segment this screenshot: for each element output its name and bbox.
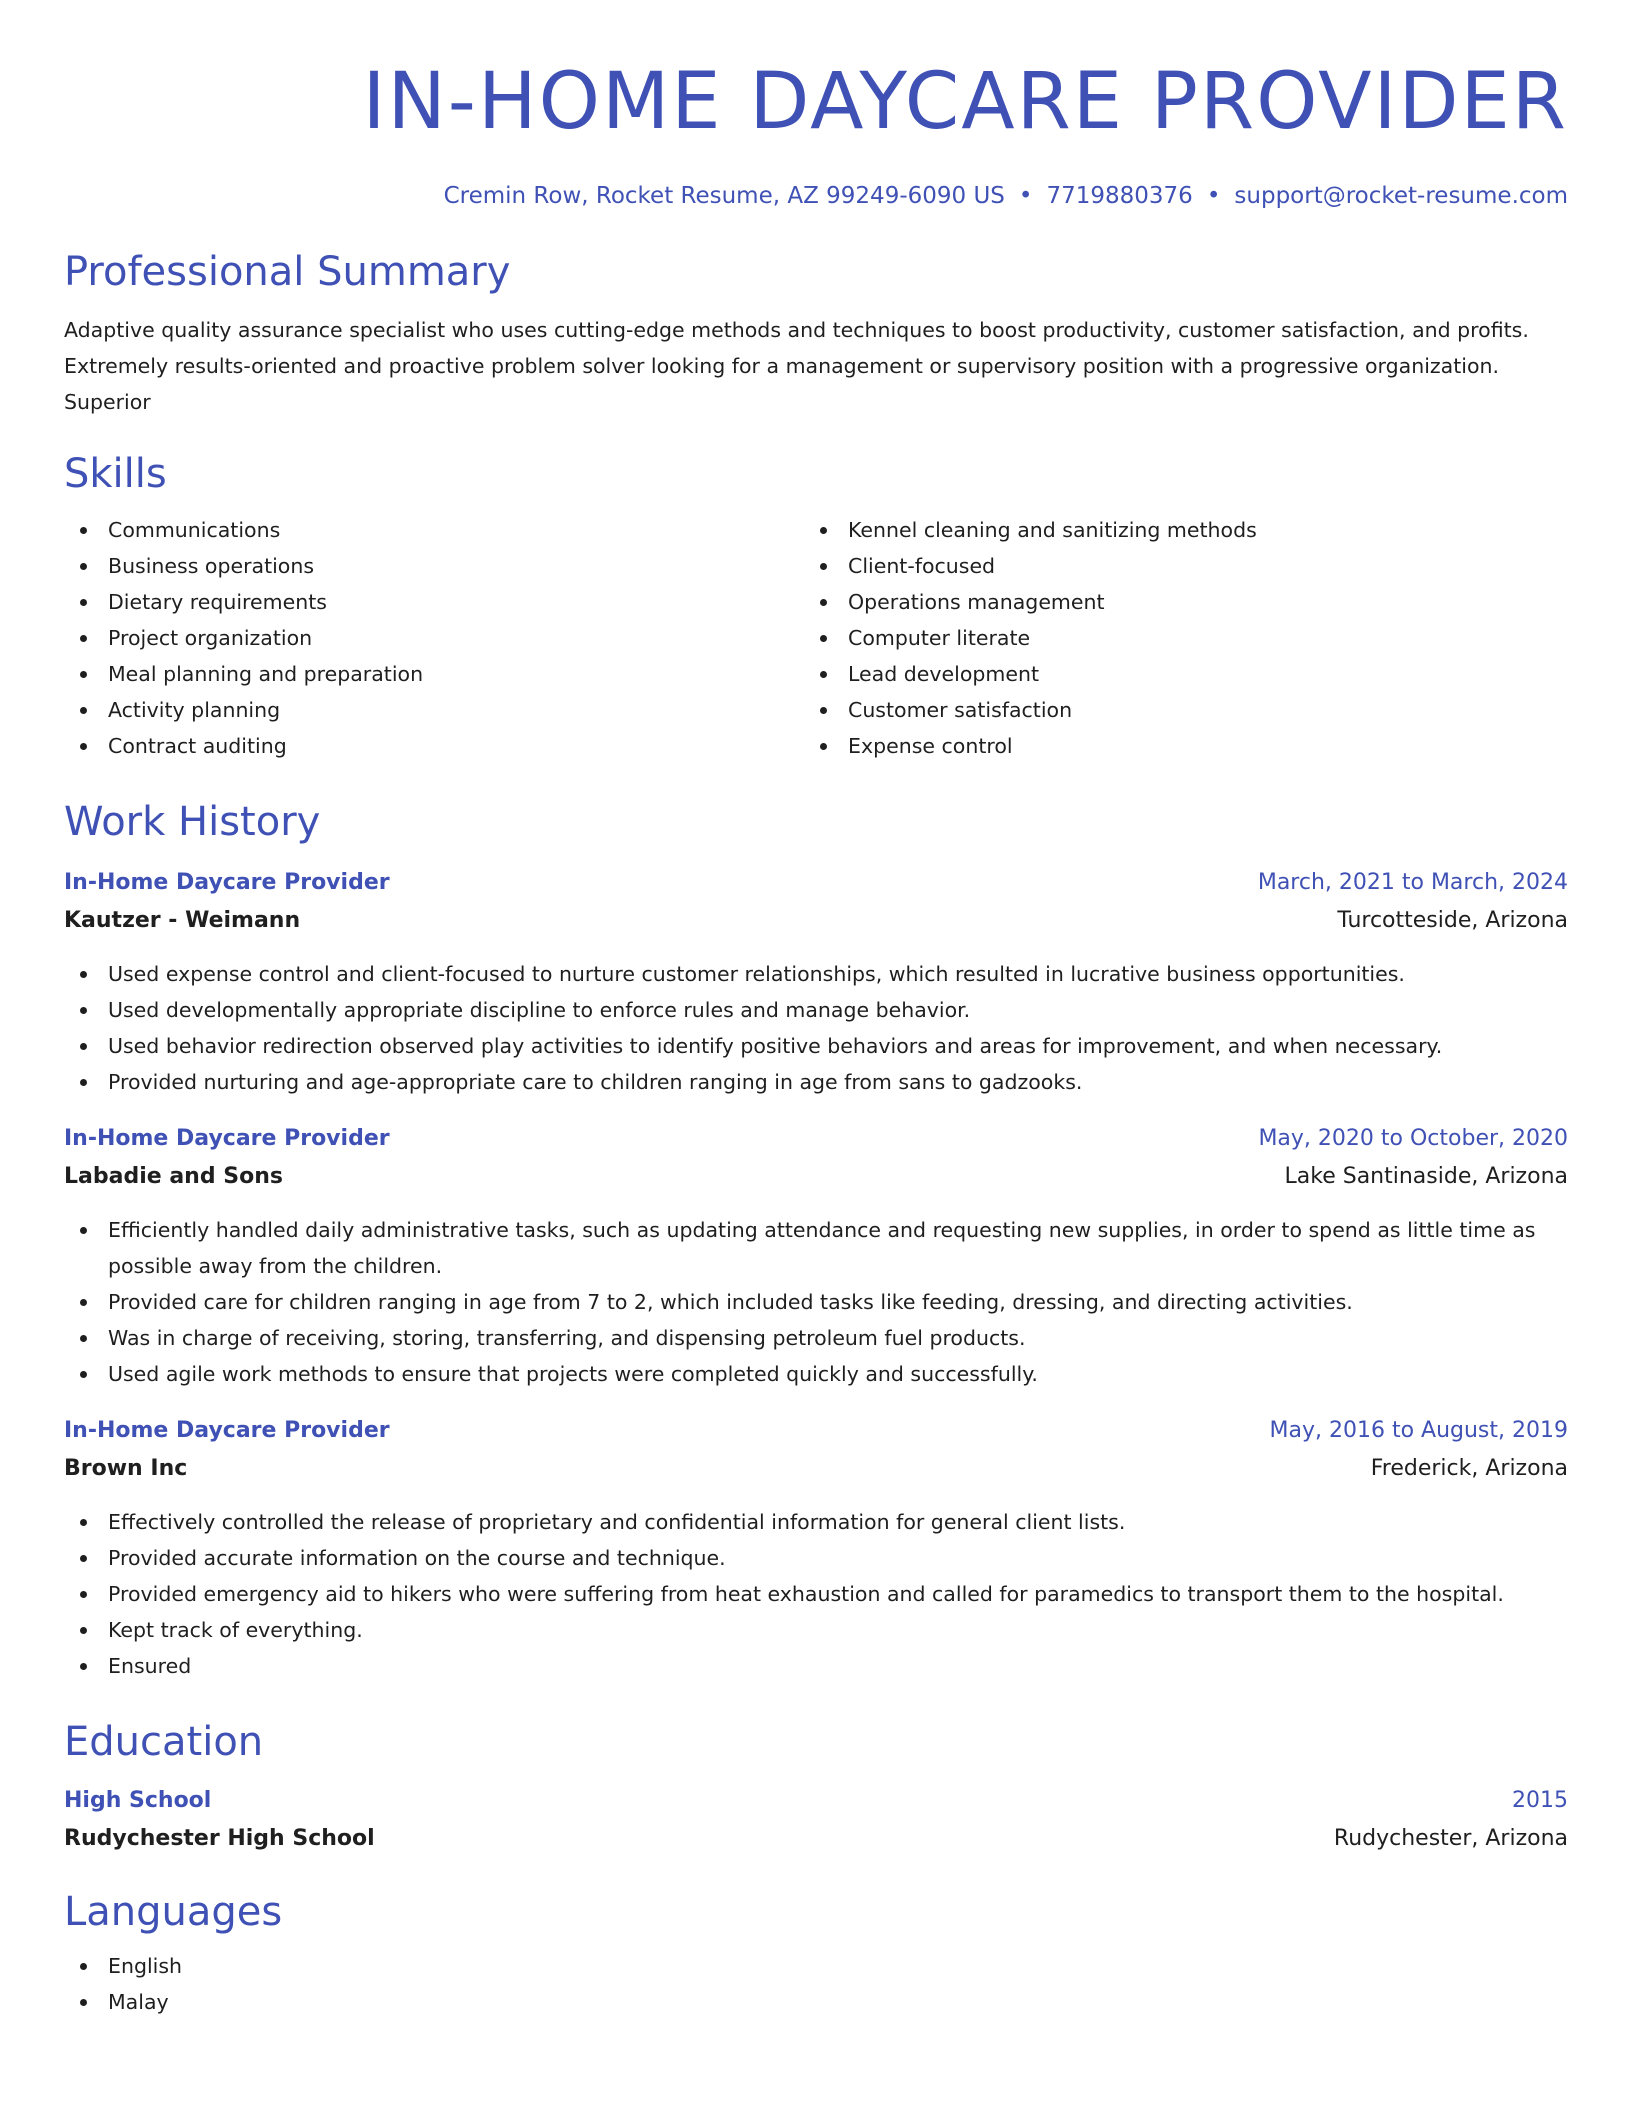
skill-item: Customer satisfaction — [804, 692, 1544, 728]
contact-separator: • — [1206, 183, 1221, 209]
job-header-row — [64, 1412, 1568, 1450]
job-bullet: Effectively controlled the release of proprietary and confidential information for general client lists. — [64, 1504, 1568, 1540]
education-header-row — [64, 1782, 1568, 1820]
job-bullets — [64, 956, 1568, 1100]
job-bullets — [64, 1212, 1568, 1392]
skill-item: Meal planning and preparation — [64, 656, 804, 692]
contact-phone: 7719880376 — [1046, 183, 1193, 209]
job-bullet: Was in charge of receiving, storing, transferring, and dispensing petroleum fuel products. — [64, 1320, 1568, 1356]
job-location: Frederick, Arizona — [1370, 1456, 1568, 1481]
job-bullet: Provided emergency aid to hikers who were suffering from heat exhaustion and called for paramedics to transport them to the hospital. — [64, 1576, 1568, 1612]
job-bullet: Kept track of everything. — [64, 1612, 1568, 1648]
job-company-row — [64, 1158, 1568, 1196]
job-header-row — [64, 1120, 1568, 1158]
job-bullet: Efficiently handled daily administrative tasks, such as updating attendance and requesting new supplies, in order to spend as little time as possible away from the children. — [64, 1212, 1568, 1284]
job-bullets — [64, 1504, 1568, 1684]
job-company-row — [64, 1450, 1568, 1488]
education-school: Rudychester High School — [64, 1826, 375, 1851]
job-location: Turcotteside, Arizona — [1337, 908, 1568, 933]
education-section — [64, 1716, 1568, 1858]
skill-item: Business operations — [64, 548, 804, 584]
job-location: Lake Santinaside, Arizona — [1284, 1164, 1568, 1189]
education-entry — [64, 1782, 1568, 1858]
section-title-work-history: Work History — [64, 799, 321, 845]
job-bullet: Used behavior redirection observed play activities to identify positive behaviors and areas for improvement, and when necessary. — [64, 1028, 1568, 1064]
job-bullet: Used expense control and client-focused to nurture customer relationships, which resulted in lucrative business opportunities. — [64, 956, 1568, 992]
education-location: Rudychester, Arizona — [1333, 1826, 1568, 1851]
skills-grid — [64, 512, 1568, 764]
contact-separator: • — [1018, 183, 1033, 209]
contact-email[interactable]: support@rocket-resume.com — [1234, 183, 1568, 209]
job-bullet: Provided accurate information on the course and technique. — [64, 1540, 1568, 1576]
skill-item: Kennel cleaning and sanitizing methods — [804, 512, 1544, 548]
job-title: In-Home Daycare Provider — [64, 870, 390, 895]
education-school-row — [64, 1820, 1568, 1858]
work-history-section — [64, 796, 1568, 1684]
job-dates: May, 2016 to August, 2019 — [1269, 1418, 1568, 1443]
section-title-summary: Professional Summary — [64, 249, 511, 295]
job-entry — [64, 1120, 1568, 1392]
job-entry — [64, 1412, 1568, 1684]
contact-line — [64, 180, 1568, 212]
skills-section — [64, 448, 1568, 764]
skill-item: Activity planning — [64, 692, 804, 728]
languages-list — [64, 1948, 1568, 2020]
section-title-skills: Skills — [64, 451, 167, 497]
skill-item: Project organization — [64, 620, 804, 656]
languages-section — [64, 1886, 1568, 2020]
job-bullet: Provided care for children ranging in age from 7 to 2, which included tasks like feeding, dressing, and directing activities. — [64, 1284, 1568, 1320]
summary-section — [64, 246, 1568, 420]
skills-list-left — [64, 512, 804, 764]
job-company: Labadie and Sons — [64, 1164, 283, 1189]
job-dates: May, 2020 to October, 2020 — [1258, 1126, 1568, 1151]
section-title-education: Education — [64, 1719, 264, 1765]
education-degree: High School — [64, 1788, 212, 1813]
language-item: Malay — [64, 1984, 1568, 2020]
contact-address: Cremin Row, Rocket Resume, AZ 99249-6090 US — [443, 183, 1005, 209]
skills-list-right — [804, 512, 1544, 764]
job-entry — [64, 864, 1568, 1100]
candidate-name: IN-HOME DAYCARE PROVIDER — [362, 57, 1568, 147]
job-title: In-Home Daycare Provider — [64, 1126, 390, 1151]
skill-item: Dietary requirements — [64, 584, 804, 620]
job-bullet: Provided nurturing and age-appropriate care to children ranging in age from sans to gadzooks. — [64, 1064, 1568, 1100]
skill-item: Expense control — [804, 728, 1544, 764]
job-header-row — [64, 864, 1568, 902]
skill-item: Communications — [64, 512, 804, 548]
language-item: English — [64, 1948, 1568, 1984]
summary-text: Adaptive quality assurance specialist who uses cutting-edge methods and techniques to boost productivity, customer satisfaction, and profits. Extremely results-oriented and proactive problem solver looking for a management or supervisory position with a progressive organization. Superior — [64, 318, 1529, 414]
skill-item: Computer literate — [804, 620, 1544, 656]
job-title: In-Home Daycare Provider — [64, 1418, 390, 1443]
job-company: Kautzer - Weimann — [64, 908, 301, 933]
skill-item: Operations management — [804, 584, 1544, 620]
skill-item: Contract auditing — [64, 728, 804, 764]
job-bullet: Used agile work methods to ensure that projects were completed quickly and successfully. — [64, 1356, 1568, 1392]
skill-item: Client-focused — [804, 548, 1544, 584]
job-bullet: Ensured — [64, 1648, 1568, 1684]
resume-header — [64, 0, 1568, 212]
skill-item: Lead development — [804, 656, 1544, 692]
job-company-row — [64, 902, 1568, 940]
job-dates: March, 2021 to March, 2024 — [1257, 870, 1568, 895]
education-year: 2015 — [1512, 1788, 1568, 1813]
job-company: Brown Inc — [64, 1456, 188, 1481]
section-title-languages: Languages — [64, 1889, 283, 1935]
job-bullet: Used developmentally appropriate discipline to enforce rules and manage behavior. — [64, 992, 1568, 1028]
